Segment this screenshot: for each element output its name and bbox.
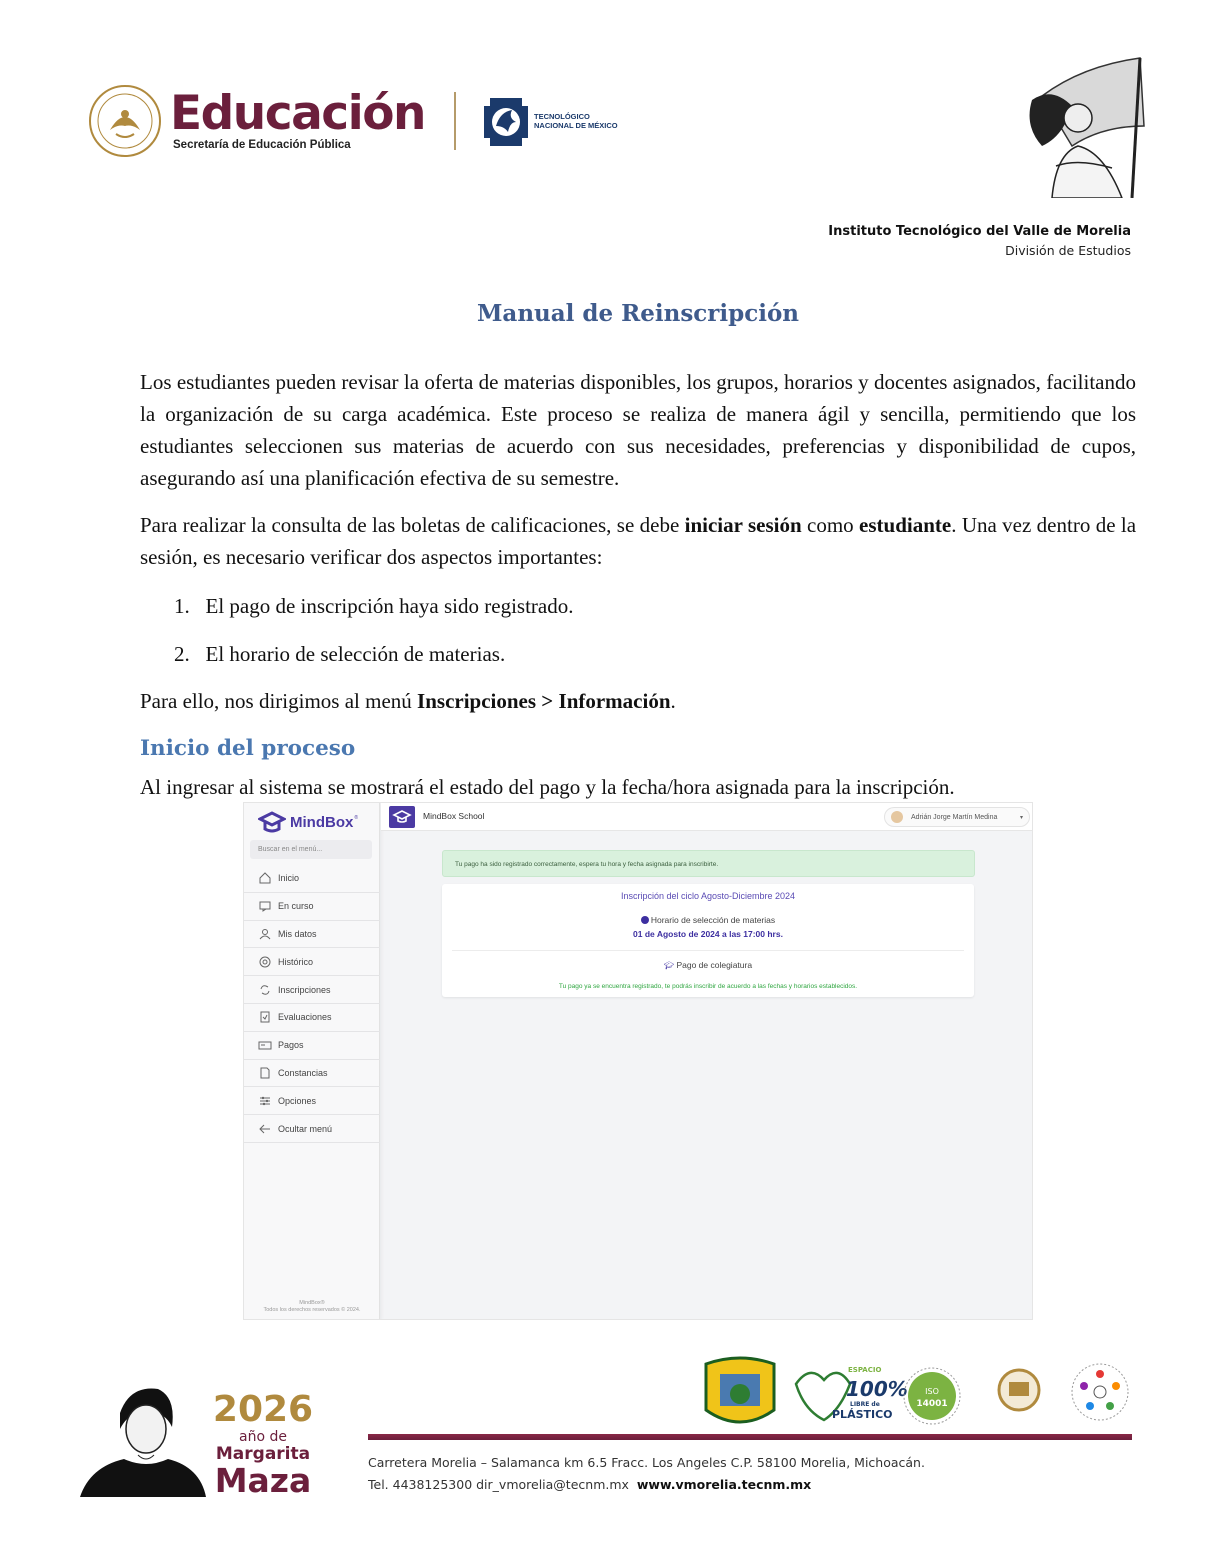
tecnm-line2: NACIONAL DE MÉXICO [534, 121, 618, 130]
paragraph-login [140, 509, 1136, 573]
para2-bold-student: estudiante [859, 513, 952, 537]
para2-bold-login: iniciar sesión [684, 513, 802, 537]
payment-alert: Tu pago ha sido registrado correctamente, espera tu hora y fecha asignada para inscribirte. [442, 850, 975, 877]
sidebar-item-label: Histórico [278, 956, 314, 967]
mindbox-sidebar [244, 803, 380, 1320]
sidebar-item-label: Opciones [278, 1095, 317, 1106]
payment-label-text: Pago de colegiatura [676, 960, 753, 970]
mindbox-topbar [381, 803, 1033, 831]
year-number: 2026 [212, 1389, 314, 1430]
sidebar-item-label: Constancias [278, 1067, 328, 1078]
mindbox-brand: MindBox [290, 813, 354, 831]
footer-contact-line [368, 1474, 925, 1496]
year-ano-de: año de [239, 1429, 287, 1445]
sidebar-item-inscripciones[interactable] [244, 976, 380, 1004]
badge-libre: LIBRE de [850, 1401, 880, 1408]
sidebar-item-historico[interactable] [244, 948, 380, 976]
clipboard-icon [258, 1010, 272, 1024]
schedule-label-text: Horario de selección de materias [650, 915, 776, 925]
home-icon [258, 871, 272, 885]
sidebar-item-en-curso[interactable] [244, 893, 380, 921]
para2-text-e: . Una vez dentro de la sesión, es necesario verificar dos aspectos importantes: [140, 513, 1137, 569]
sliders-icon [258, 1094, 272, 1108]
para3-text-a: Para ello, nos dirigimos al menú [140, 689, 418, 713]
badge-14001: 14001 [916, 1399, 948, 1409]
logo-divider [454, 92, 456, 150]
sidebar-item-inicio[interactable] [244, 865, 380, 893]
footer-website-link[interactable]: www.vmorelia.tecnm.mx [636, 1477, 812, 1492]
sidebar-item-label: Evaluaciones [278, 1012, 332, 1023]
enrollment-card [442, 884, 974, 997]
paragraph-intro: Los estudiantes pueden revisar la oferta de materias disponibles, los grupos, horarios y docentes asignados, facilitando la organización de su carga académica. Este proceso se realiza de manera ágil y sencilla, permitiendo que los estudiantes seleccionen sus materias de acuerdo con sus necesidades, preferencias y disponibilidad de cupos, asegurando así una planificación efectiva de su semestre. [140, 370, 1136, 490]
school-logo-icon[interactable] [389, 806, 415, 828]
card-divider [452, 950, 964, 951]
para3-bold-menu: Inscripciones > Información [417, 689, 671, 713]
para3-text-c: . [670, 689, 676, 713]
footer-brand: MindBox® [299, 1300, 325, 1306]
document-icon [258, 1066, 272, 1080]
refresh-icon [258, 983, 272, 997]
sidebar-item-label: En curso [278, 901, 314, 912]
logo-title: Educación [170, 86, 426, 141]
history-icon [258, 955, 272, 969]
woman-with-flag-illustration [1012, 56, 1152, 198]
card-icon [258, 1038, 272, 1052]
year-name-last: Maza [214, 1461, 312, 1500]
badge-plastico: PLÁSTICO [832, 1408, 893, 1421]
paragraph-menu [140, 685, 1136, 717]
certification-badges [700, 1354, 1136, 1432]
itvm-shield-icon [706, 1358, 774, 1422]
card-title: Inscripción del ciclo Agosto-Diciembre 2024 [620, 891, 796, 901]
sidebar-item-mis-datos[interactable] [244, 921, 380, 949]
avatar [891, 811, 903, 823]
graduation-cap-icon: 🎓︎ [663, 961, 675, 970]
sidebar-item-label: Inicio [278, 873, 300, 884]
para2-text-c: como [801, 513, 860, 537]
sidebar-footer [244, 1300, 380, 1314]
chat-icon [258, 899, 272, 913]
graduation-cap-icon [389, 806, 415, 828]
payment-message: Tu pago ya se encuentra registrado, te podrás inscribir de acuerdo a las fechas y horarios establecidos. [558, 983, 858, 990]
para2-text-a: Para realizar la consulta de las boletas de calificaciones, se debe [140, 513, 685, 537]
tecnm-label [534, 112, 618, 130]
sidebar-item-label: Inscripciones [278, 984, 331, 995]
footer-address: Carretera Morelia – Salamanca km 6.5 Fracc. Los Angeles C.P. 58100 Morelia, Michoacán. [368, 1455, 925, 1470]
institute-block [828, 223, 1131, 261]
logo-subtitle: Secretaría de Educación Pública [173, 139, 351, 151]
list-item [174, 638, 505, 670]
iso-14001-badge [904, 1368, 960, 1424]
mindbox-logo[interactable] [258, 807, 358, 837]
mexico-coat-of-arms-icon [88, 84, 162, 158]
sidebar-menu [244, 865, 380, 1143]
sidebar-item-label: Pagos [278, 1040, 304, 1051]
school-name: MindBox School [423, 811, 485, 821]
list-item [174, 590, 573, 622]
schedule-date: 01 de Agosto de 2024 a las 17:00 hrs. [633, 929, 783, 939]
sidebar-item-label: Ocultar menú [278, 1123, 333, 1134]
badge-espacio: ESPACIO [848, 1366, 882, 1374]
footer-address-block [368, 1452, 925, 1496]
equality-seal [1072, 1364, 1128, 1420]
tecnm-gear-icon [482, 92, 530, 152]
footer-rights: Todos los derechos reservados © 2024. [263, 1307, 361, 1313]
arrow-left-icon [258, 1122, 272, 1136]
user-name: Adrián Jorge Martín Medina [911, 813, 998, 821]
clock-icon [641, 916, 649, 924]
year-name-first: Margarita [215, 1444, 311, 1464]
sidebar-item-label: Mis datos [278, 928, 317, 939]
user-menu-button[interactable] [884, 807, 1030, 827]
sidebar-item-evaluaciones[interactable] [244, 1004, 380, 1032]
badge-iso: ISO [925, 1387, 939, 1396]
sidebar-item-constancias[interactable] [244, 1060, 380, 1088]
menu-search-input[interactable]: Buscar en el menú... [250, 840, 372, 859]
registered-mark: ® [354, 815, 359, 821]
badge-100: 100% [846, 1377, 908, 1401]
sidebar-item-opciones[interactable] [244, 1087, 380, 1115]
schedule-label [442, 915, 974, 925]
year-of-margarita-maza [208, 1390, 318, 1498]
division-name: División de Estudios [1005, 243, 1131, 258]
gender-equity-seal [999, 1370, 1039, 1410]
list-text: El horario de selección de materias. [205, 642, 506, 666]
sidebar-item-ocultar-menu[interactable] [244, 1115, 380, 1143]
document-title: Manual de Reinscripción [476, 300, 800, 327]
user-icon [258, 927, 272, 941]
payment-label [442, 960, 974, 970]
footer-contact: Tel. 4438125300 dir_vmorelia@tecnm.mx [368, 1477, 629, 1492]
list-number: 1. [174, 594, 190, 618]
sidebar-item-pagos[interactable] [244, 1032, 380, 1060]
footer-divider [368, 1434, 1132, 1440]
institute-name: Instituto Tecnológico del Valle de Morelia [828, 224, 1131, 239]
section-heading: Inicio del proceso [140, 736, 356, 761]
graduation-cap-icon [258, 811, 286, 833]
chevron-down-icon: ▾ [1019, 815, 1023, 821]
header-logos [88, 84, 628, 164]
paragraph-process: Al ingresar al sistema se mostrará el estado del pago y la fecha/hora asignada para la inscripción. [140, 775, 955, 799]
list-text: El pago de inscripción haya sido registrado. [205, 594, 574, 618]
plastic-free-badge [796, 1366, 908, 1421]
margarita-maza-portrait [80, 1383, 206, 1497]
mindbox-screenshot [243, 802, 1033, 1320]
list-number: 2. [174, 642, 190, 666]
tecnm-line1: TECNOLÓGICO [534, 112, 590, 121]
